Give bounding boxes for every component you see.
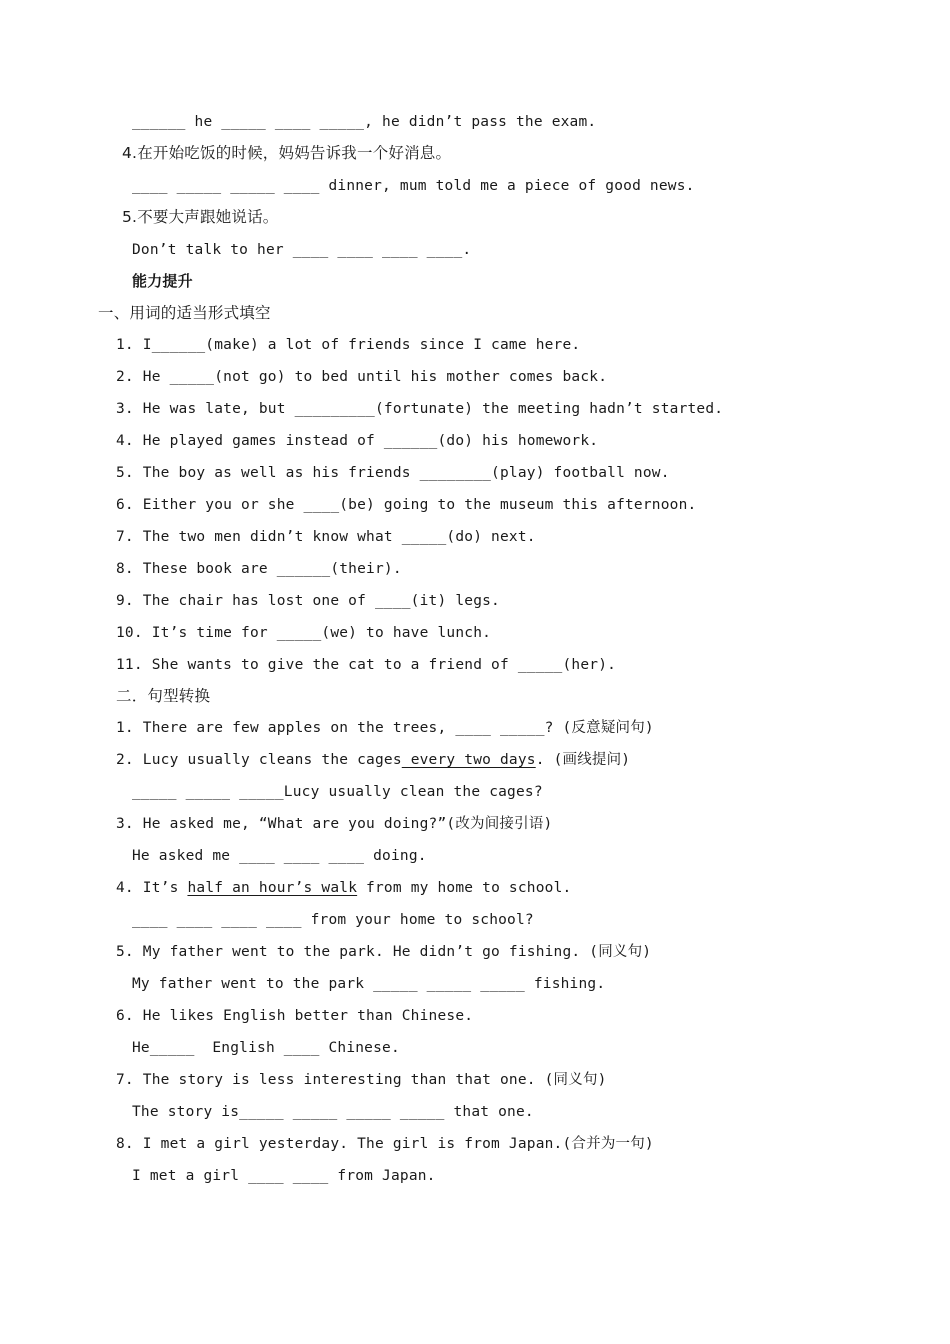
- q2-text-post: . (画线提问): [535, 752, 631, 768]
- q4-text-post: from my home to school.: [357, 880, 572, 896]
- section2-q1: 1. There are few apples on the trees, ____ _____? (反意疑问句): [116, 720, 654, 736]
- section2-q5: 5. My father went to the park. He didn’t go fishing. (同义句): [116, 944, 652, 960]
- section1-item: 10. It’s time for _____(we) to have lunch.: [116, 625, 492, 641]
- section2-q6-answer: He_____ English ____ Chinese.: [132, 1040, 400, 1056]
- section1-item: 9. The chair has lost one of ____(it) legs.: [116, 593, 500, 609]
- section1-item: 3. He was late, but _________(fortunate) the meeting hadn’t started.: [116, 401, 724, 417]
- q2-underlined-phrase: every two days: [401, 752, 536, 768]
- section2-q6: 6. He likes English better than Chinese.: [116, 1008, 474, 1024]
- section1-item: 8. These book are ______(their).: [116, 561, 402, 577]
- section2-q3-answer: He asked me ____ ____ ____ doing.: [132, 848, 427, 864]
- q2-text-pre: 2. Lucy usually cleans the cages: [116, 752, 402, 768]
- section2-q3: 3. He asked me, “What are you doing?”(改为间接引语): [116, 816, 553, 832]
- section1-item: 6. Either you or she ____(be) going to the museum this afternoon.: [116, 497, 697, 513]
- section1-item: 11. She wants to give the cat to a friend of _____(her).: [116, 657, 617, 673]
- section1-item: 4. He played games instead of ______(do) his homework.: [116, 433, 599, 449]
- section1-title: 一、用词的适当形式填空: [98, 304, 271, 322]
- q4-underlined-phrase: half an hour’s walk: [187, 880, 358, 896]
- section2-q7: 7. The story is less interesting than that one. (同义句): [116, 1072, 607, 1088]
- section2-q8: 8. I met a girl yesterday. The girl is from Japan.(合并为一句): [116, 1136, 654, 1152]
- section2-q5-answer: My father went to the park _____ _____ _____ fishing.: [132, 976, 606, 992]
- section1-item: 5. The boy as well as his friends ________(play) football now.: [116, 465, 670, 481]
- section1-item: 1. I______(make) a lot of friends since I came here.: [116, 337, 581, 353]
- part1-q5-chinese: 5.不要大声跟她说话。: [122, 208, 279, 226]
- part1-q5-english: Don’t talk to her ____ ____ ____ ____.: [132, 242, 472, 258]
- section2-q7-answer: The story is_____ _____ _____ _____ that one.: [132, 1104, 534, 1120]
- section2-q2: [116, 750, 630, 770]
- section-heading: 能力提升: [132, 272, 193, 290]
- section2-q2-answer: _____ _____ _____Lucy usually clean the cages?: [132, 784, 543, 800]
- section2-q4-answer: ____ ____ ____ ____ from your home to school?: [132, 912, 534, 928]
- q4-text-pre: 4. It’s: [116, 880, 188, 896]
- section2-q8-answer: I met a girl ____ ____ from Japan.: [132, 1168, 436, 1184]
- section1-item: 2. He _____(not go) to bed until his mother comes back.: [116, 369, 608, 385]
- part1-q4-chinese: 4.在开始吃饭的时候，妈妈告诉我一个好消息。: [122, 144, 452, 162]
- section1-item: 7. The two men didn’t know what _____(do) next.: [116, 529, 536, 545]
- section2-q4: [116, 878, 571, 898]
- part1-q4-english: ____ _____ _____ ____ dinner, mum told me a piece of good news.: [132, 178, 695, 194]
- section2-title: 二．句型转换: [116, 687, 211, 705]
- part1-blank-line: ______ he _____ ____ _____, he didn’t pass the exam.: [132, 114, 597, 130]
